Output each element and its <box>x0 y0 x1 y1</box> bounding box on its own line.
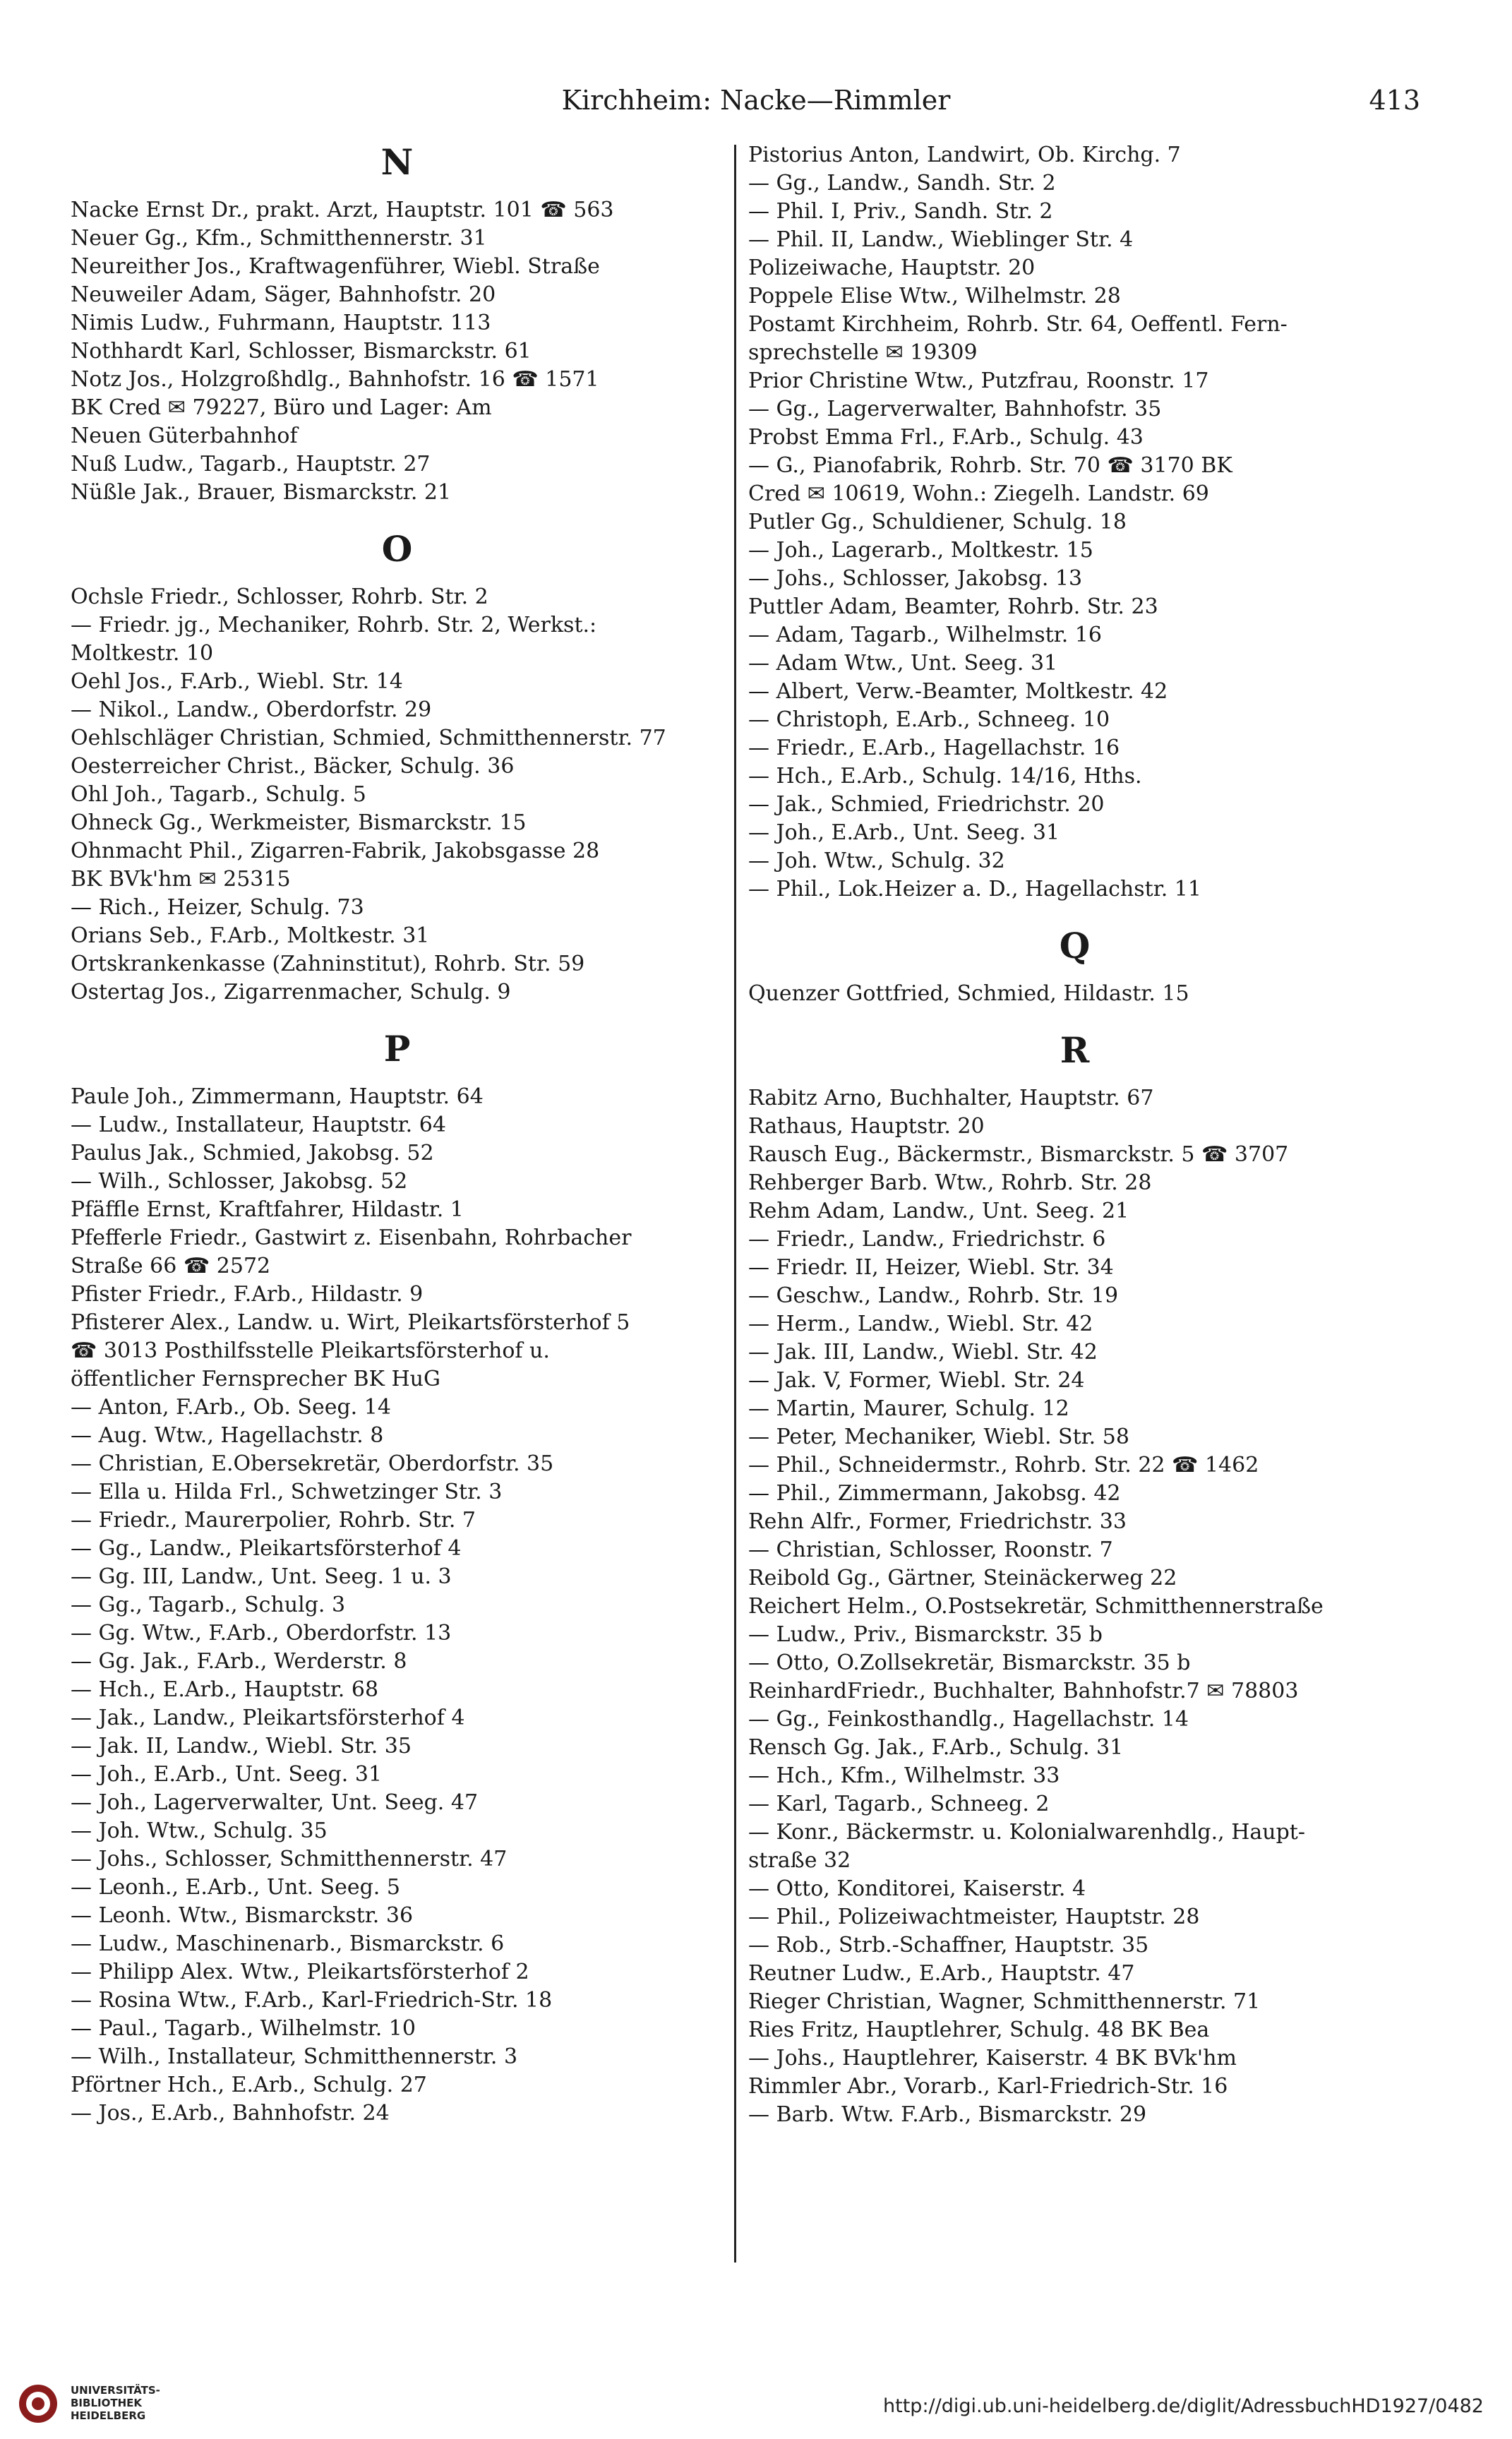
directory-entry: — Jos., E.Arb., Bahnhofstr. 24 <box>71 2101 390 2126</box>
directory-entry: Rausch Eug., Bäckermstr., Bismarckstr. 5 ☎ 3707 <box>748 1142 1289 1167</box>
directory-entry: Oesterreicher Christ., Bäcker, Schulg. 36 <box>71 754 515 779</box>
directory-entry: — Friedr. II, Heizer, Wiebl. Str. 34 <box>748 1255 1114 1280</box>
directory-entry: — Friedr. jg., Mechaniker, Rohrb. Str. 2, Werkst.: <box>71 613 597 637</box>
directory-entry: ☎ 3013 Posthilfsstelle Pleikartsförsterhof u. <box>71 1338 550 1363</box>
directory-entry: Pfefferle Friedr., Gastwirt z. Eisenbahn, Rohrbacher <box>71 1226 632 1250</box>
directory-entry: — Geschw., Landw., Rohrb. Str. 19 <box>748 1283 1119 1308</box>
source-url-link[interactable]: http://digi.ub.uni-heidelberg.de/diglit/AdressbuchHD1927/0482 <box>883 2395 1484 2417</box>
directory-entry: Neuer Gg., Kfm., Schmitthennerstr. 31 <box>71 226 487 251</box>
directory-entry: — Joh., E.Arb., Unt. Seeg. 31 <box>71 1762 383 1787</box>
directory-entry: — Nikol., Landw., Oberdorfstr. 29 <box>71 697 432 722</box>
directory-entry: Straße 66 ☎ 2572 <box>71 1254 271 1278</box>
directory-entry: sprechstelle ✉ 19309 <box>748 340 978 365</box>
directory-entry: — Gg., Lagerverwalter, Bahnhofstr. 35 <box>748 397 1162 421</box>
letter-section <box>748 141 1401 904</box>
directory-entry: Pförtner Hch., E.Arb., Schulg. 27 <box>71 2073 427 2097</box>
directory-entry: Prior Christine Wtw., Putzfrau, Roonstr. 17 <box>748 368 1209 393</box>
directory-entry: — Phil. II, Landw., Wieblinger Str. 4 <box>748 227 1134 252</box>
directory-entry: Ostertag Jos., Zigarrenmacher, Schulg. 9 <box>71 980 511 1005</box>
left-column <box>71 141 724 2128</box>
directory-entry: — Joh. Wtw., Schulg. 32 <box>748 849 1005 873</box>
directory-entry: — Ludw., Installateur, Hauptstr. 64 <box>71 1113 446 1137</box>
directory-entry: Pfisterer Alex., Landw. u. Wirt, Pleikartsförsterhof 5 <box>71 1310 630 1335</box>
directory-entry: — Phil., Lok.Heizer a. D., Hagellachstr. 11 <box>748 877 1201 901</box>
directory-entry: — Joh. Wtw., Schulg. 35 <box>71 1818 328 1843</box>
directory-entry: — Joh., E.Arb., Unt. Seeg. 31 <box>748 820 1060 845</box>
directory-entry: Reichert Helm., O.Postsekretär, Schmitthennerstraße <box>748 1594 1324 1619</box>
directory-entry: — Phil., Schneidermstr., Rohrb. Str. 22 ☎ 1462 <box>748 1453 1259 1478</box>
directory-entry: Putler Gg., Schuldiener, Schulg. 18 <box>748 510 1127 534</box>
directory-entry: — Phil. I, Priv., Sandh. Str. 2 <box>748 199 1053 224</box>
directory-entry: Paulus Jak., Schmied, Jakobsg. 52 <box>71 1141 434 1165</box>
directory-entry: Nuß Ludw., Tagarb., Hauptstr. 27 <box>71 452 431 477</box>
section-letter-heading: O <box>381 528 413 570</box>
directory-entry: Pfäffle Ernst, Kraftfahrer, Hildastr. 1 <box>71 1197 464 1222</box>
directory-entry: — Jak., Schmied, Friedrichstr. 20 <box>748 792 1105 817</box>
directory-entry: Nothhardt Karl, Schlosser, Bismarckstr. 61 <box>71 339 532 364</box>
directory-entry: — Jak., Landw., Pleikartsförsterhof 4 <box>71 1706 465 1730</box>
directory-entry: BK Cred ✉ 79227, Büro und Lager: Am <box>71 395 492 420</box>
directory-entry: Neuen Güterbahnhof <box>71 424 298 448</box>
page-footer <box>0 2383 1512 2439</box>
directory-entry: Orians Seb., F.Arb., Moltkestr. 31 <box>71 923 430 948</box>
directory-entry: Pfister Friedr., F.Arb., Hildastr. 9 <box>71 1282 424 1307</box>
section-letter-heading: N <box>380 141 414 183</box>
directory-entry: — Hch., E.Arb., Hauptstr. 68 <box>71 1677 379 1702</box>
directory-entry: — Herm., Landw., Wiebl. Str. 42 <box>748 1312 1093 1336</box>
directory-entry: Moltkestr. 10 <box>71 641 214 666</box>
directory-entry: — Gg., Feinkosthandlg., Hagellachstr. 14 <box>748 1707 1189 1732</box>
directory-entry: — Johs., Hauptlehrer, Kaiserstr. 4 BK BVk'hm <box>748 2046 1237 2071</box>
directory-entry: — Martin, Maurer, Schulg. 12 <box>748 1396 1069 1421</box>
directory-entry: — Barb. Wtw. F.Arb., Bismarckstr. 29 <box>748 2102 1147 2127</box>
library-logo-icon <box>17 2383 59 2425</box>
directory-entry: — Christoph, E.Arb., Schneeg. 10 <box>748 707 1110 732</box>
directory-entry: — Friedr., Landw., Friedrichstr. 6 <box>748 1227 1106 1252</box>
directory-entry: Nimis Ludw., Fuhrmann, Hauptstr. 113 <box>71 311 491 335</box>
directory-entry: Rathaus, Hauptstr. 20 <box>748 1114 985 1139</box>
page-header <box>0 85 1512 127</box>
directory-entry: — Albert, Verw.-Beamter, Moltkestr. 42 <box>748 679 1168 704</box>
directory-entry: — Joh., Lagerverwalter, Unt. Seeg. 47 <box>71 1790 479 1815</box>
directory-entry: — Friedr., E.Arb., Hagellachstr. 16 <box>748 736 1120 760</box>
directory-entry: — Otto, Konditorei, Kaiserstr. 4 <box>748 1876 1086 1901</box>
directory-entry: Neureither Jos., Kraftwagenführer, Wiebl. Straße <box>71 254 600 279</box>
directory-entry: Nacke Ernst Dr., prakt. Arzt, Hauptstr. 101 ☎ 563 <box>71 198 614 222</box>
directory-entry: ReinhardFriedr., Buchhalter, Bahnhofstr.7 ✉ 78803 <box>748 1679 1299 1703</box>
right-column <box>748 141 1401 2129</box>
directory-entry: Ohl Joh., Tagarb., Schulg. 5 <box>71 782 366 807</box>
directory-entry: Pistorius Anton, Landwirt, Ob. Kirchg. 7 <box>748 143 1181 167</box>
directory-entry: — Anton, F.Arb., Ob. Seeg. 14 <box>71 1395 391 1420</box>
directory-entry: — Gg., Landw., Pleikartsförsterhof 4 <box>71 1536 462 1561</box>
directory-entry: Cred ✉ 10619, Wohn.: Ziegelh. Landstr. 69 <box>748 481 1209 506</box>
letter-section <box>71 1028 724 2128</box>
directory-entry: — Gg., Tagarb., Schulg. 3 <box>71 1593 346 1617</box>
directory-entry: — Wilh., Installateur, Schmitthennerstr. 3 <box>71 2044 518 2069</box>
directory-entry: — Paul., Tagarb., Wilhelmstr. 10 <box>71 2016 416 2041</box>
directory-entry: straße 32 <box>748 1848 851 1873</box>
library-name: UNIVERSITÄTS- BIBLIOTHEK HEIDELBERG <box>71 2384 160 2422</box>
directory-entry: — Ludw., Maschinenarb., Bismarckstr. 6 <box>71 1931 505 1956</box>
directory-entry: — Rich., Heizer, Schulg. 73 <box>71 895 364 920</box>
directory-entry: Oehlschläger Christian, Schmied, Schmitthennerstr. 77 <box>71 726 666 750</box>
directory-entry: Rehm Adam, Landw., Unt. Seeg. 21 <box>748 1199 1129 1223</box>
directory-entry: Rimmler Abr., Vorarb., Karl-Friedrich-Str. 16 <box>748 2074 1228 2099</box>
directory-entry: — Phil., Zimmermann, Jakobsg. 42 <box>748 1481 1121 1506</box>
directory-entry: Ries Fritz, Hauptlehrer, Schulg. 48 BK Bea <box>748 2018 1210 2042</box>
directory-entry: Notz Jos., Holzgroßhdlg., Bahnhofstr. 16 ☎ 1571 <box>71 367 599 392</box>
directory-entry: — Ella u. Hilda Frl., Schwetzinger Str. 3 <box>71 1480 503 1504</box>
directory-entry: Ohneck Gg., Werkmeister, Bismarckstr. 15 <box>71 810 527 835</box>
directory-entry: Rehn Alfr., Former, Friedrichstr. 33 <box>748 1509 1127 1534</box>
directory-entry: Quenzer Gottfried, Schmied, Hildastr. 15 <box>748 981 1189 1006</box>
directory-entry: Reibold Gg., Gärtner, Steinäckerweg 22 <box>748 1566 1177 1590</box>
directory-entry: — Karl, Tagarb., Schneeg. 2 <box>748 1792 1050 1816</box>
directory-entry: — Jak. III, Landw., Wiebl. Str. 42 <box>748 1340 1098 1365</box>
directory-entry: — Otto, O.Zollsekretär, Bismarckstr. 35 b <box>748 1650 1191 1675</box>
directory-entry: Ohnmacht Phil., Zigarren-Fabrik, Jakobsgasse 28 <box>71 839 600 863</box>
directory-entry: — Johs., Schlosser, Jakobsg. 13 <box>748 566 1083 591</box>
directory-entry: — Jak. V, Former, Wiebl. Str. 24 <box>748 1368 1085 1393</box>
directory-entry: — Konr., Bäckermstr. u. Kolonialwarenhdlg., Haupt- <box>748 1820 1305 1845</box>
directory-entry: — Jak. II, Landw., Wiebl. Str. 35 <box>71 1734 412 1758</box>
directory-entry: Neuweiler Adam, Säger, Bahnhofstr. 20 <box>71 282 496 307</box>
directory-entry: — Rosina Wtw., F.Arb., Karl-Friedrich-Str. 18 <box>71 1988 553 2013</box>
directory-entry: — Gg. Wtw., F.Arb., Oberdorfstr. 13 <box>71 1621 452 1646</box>
directory-entry: Rehberger Barb. Wtw., Rohrb. Str. 28 <box>748 1170 1152 1195</box>
directory-entry: — Peter, Mechaniker, Wiebl. Str. 58 <box>748 1425 1129 1449</box>
directory-entry: — Adam, Tagarb., Wilhelmstr. 16 <box>748 623 1102 647</box>
directory-entry: Rieger Christian, Wagner, Schmitthennerstr. 71 <box>748 1989 1261 2014</box>
directory-entry: — Philipp Alex. Wtw., Pleikartsförsterhof 2 <box>71 1960 529 1984</box>
directory-entry: Poppele Elise Wtw., Wilhelmstr. 28 <box>748 284 1121 308</box>
directory-entry: Rabitz Arno, Buchhalter, Hauptstr. 67 <box>748 1086 1154 1110</box>
letter-section <box>71 141 724 507</box>
directory-entry: — Hch., Kfm., Wilhelmstr. 33 <box>748 1763 1060 1788</box>
directory-entry: Oehl Jos., F.Arb., Wiebl. Str. 14 <box>71 669 403 694</box>
section-letter-heading: R <box>1060 1029 1090 1071</box>
running-title: Kirchheim: Nacke—Rimmler <box>561 85 951 116</box>
directory-entry: — Gg. III, Landw., Unt. Seeg. 1 u. 3 <box>71 1564 452 1589</box>
directory-entry: Rensch Gg. Jak., F.Arb., Schulg. 31 <box>748 1735 1124 1760</box>
directory-entry: Nüßle Jak., Brauer, Bismarckstr. 21 <box>71 480 452 505</box>
directory-entry: Reutner Ludw., E.Arb., Hauptstr. 47 <box>748 1961 1135 1986</box>
directory-entry: — Rob., Strb.-Schaffner, Hauptstr. 35 <box>748 1933 1149 1958</box>
directory-entry: Probst Emma Frl., F.Arb., Schulg. 43 <box>748 425 1144 450</box>
directory-entry: — G., Pianofabrik, Rohrb. Str. 70 ☎ 3170 BK <box>748 453 1232 478</box>
section-letter-heading: P <box>383 1028 411 1069</box>
directory-entry: — Wilh., Schlosser, Jakobsg. 52 <box>71 1169 408 1194</box>
letter-section <box>748 925 1401 1008</box>
page-number: 413 <box>1369 85 1420 116</box>
directory-entry: — Christian, Schlosser, Roonstr. 7 <box>748 1538 1113 1562</box>
letter-section <box>748 1029 1401 2129</box>
directory-entry: — Hch., E.Arb., Schulg. 14/16, Hths. <box>748 764 1142 789</box>
directory-entry: Paule Joh., Zimmermann, Hauptstr. 64 <box>71 1084 484 1109</box>
directory-entry: Ochsle Friedr., Schlosser, Rohrb. Str. 2 <box>71 585 488 609</box>
directory-entry: Ortskrankenkasse (Zahninstitut), Rohrb. Str. 59 <box>71 952 585 976</box>
directory-entry: — Ludw., Priv., Bismarckstr. 35 b <box>748 1622 1103 1647</box>
letter-section <box>71 528 724 1007</box>
directory-entry: öffentlicher Fernsprecher BK HuG <box>71 1367 440 1391</box>
directory-entry: — Aug. Wtw., Hagellachstr. 8 <box>71 1423 384 1448</box>
directory-entry: — Phil., Polizeiwachtmeister, Hauptstr. 28 <box>748 1905 1200 1929</box>
directory-entry: Polizeiwache, Hauptstr. 20 <box>748 256 1036 280</box>
directory-entry: — Gg., Landw., Sandh. Str. 2 <box>748 171 1056 196</box>
directory-entry: Puttler Adam, Beamter, Rohrb. Str. 23 <box>748 594 1158 619</box>
section-letter-heading: Q <box>1059 925 1091 966</box>
directory-entry: Postamt Kirchheim, Rohrb. Str. 64, Oeffentl. Fern- <box>748 312 1288 337</box>
column-divider <box>734 145 736 2263</box>
directory-entry: — Leonh., E.Arb., Unt. Seeg. 5 <box>71 1875 400 1900</box>
directory-entry: — Friedr., Maurerpolier, Rohrb. Str. 7 <box>71 1508 476 1533</box>
directory-entry: — Johs., Schlosser, Schmitthennerstr. 47 <box>71 1847 508 1871</box>
directory-entry: BK BVk'hm ✉ 25315 <box>71 867 291 892</box>
directory-entry: — Christian, E.Obersekretär, Oberdorfstr. 35 <box>71 1451 554 1476</box>
directory-entry: — Joh., Lagerarb., Moltkestr. 15 <box>748 538 1093 563</box>
directory-entry: — Leonh. Wtw., Bismarckstr. 36 <box>71 1903 414 1928</box>
directory-entry: — Adam Wtw., Unt. Seeg. 31 <box>748 651 1058 676</box>
directory-entry: — Gg. Jak., F.Arb., Werderstr. 8 <box>71 1649 407 1674</box>
